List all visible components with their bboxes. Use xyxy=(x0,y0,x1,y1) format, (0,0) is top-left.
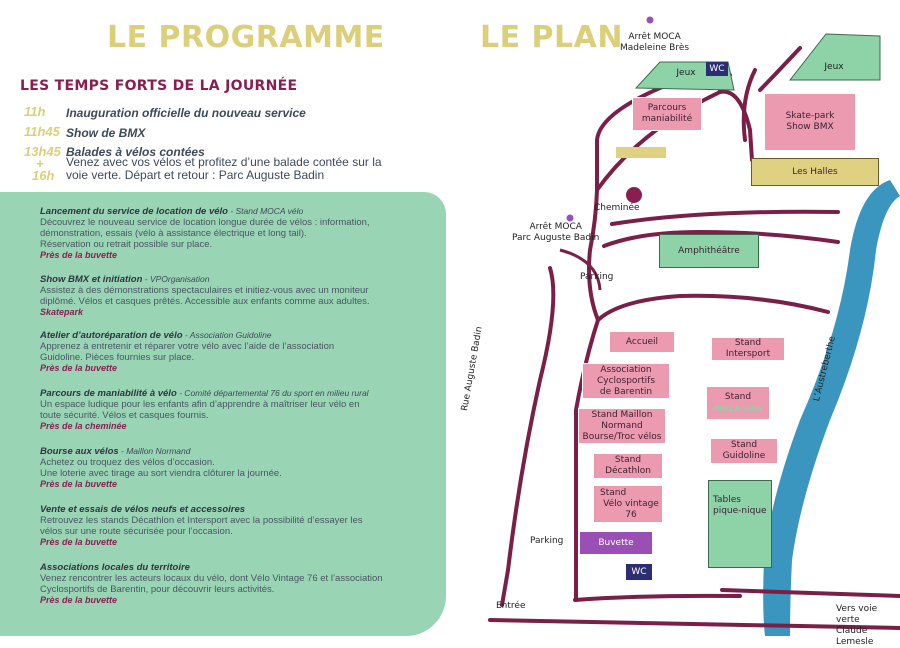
activity-1-line: démonstration, essais (vélo à assistance électrique et long tail). xyxy=(40,228,307,239)
schedule-plus: + xyxy=(36,156,44,171)
box-skate-line: Skate-park xyxy=(785,111,835,121)
box-stand-decathlon: Stand Décathlon xyxy=(593,453,663,479)
box-skate-line: Show BMX xyxy=(786,122,834,132)
moca-velo-logo: MOCA vélo xyxy=(713,404,763,413)
activity-4-line: Un espace ludique pour les enfants afin d’apprendre à maîtriser leur vélo en xyxy=(40,399,360,410)
parking-road xyxy=(560,250,600,290)
activity-3-location: Près de la buvette xyxy=(40,363,118,373)
road-cheminee xyxy=(612,212,838,224)
box-parcours-maniabilite xyxy=(632,97,702,131)
temps-forts-subtitle: LES TEMPS FORTS DE LA JOURNÉE xyxy=(20,78,298,94)
schedule-time-end: 16h xyxy=(32,168,55,183)
schedule-time-3: 13h45 xyxy=(24,144,61,159)
activity-5-title: Bourse aux vélos xyxy=(40,446,119,457)
box-cyclo-line: de Barentin xyxy=(599,386,653,397)
box-maillon-normand xyxy=(578,408,666,444)
plan-title: LE PLAN xyxy=(480,20,623,55)
box-jeux-1: Jeux xyxy=(676,67,696,78)
label-arret-badin-line: Parc Auguste Badin xyxy=(512,233,600,243)
label-riviere: L’Austreberthe xyxy=(812,335,838,403)
box-stand-guidoline: Stand Guidoline xyxy=(710,438,778,464)
box-accueil: Accueil xyxy=(609,331,675,353)
activity-1-org: - Stand MOCA vélo xyxy=(227,206,304,216)
box-parcours-line: Parcours xyxy=(647,103,687,113)
activity-6-line: vélos sur une route sécurisée pour l’occasion. xyxy=(40,526,233,537)
activity-6-location: Près de la buvette xyxy=(40,537,118,547)
yellow-bar xyxy=(616,147,666,158)
activity-7-location: Près de la buvette xyxy=(40,595,118,605)
activity-5-org: - Maillon Normand xyxy=(118,446,191,456)
box-buvette: Buvette xyxy=(580,532,652,554)
stop-dot-madeleine xyxy=(647,17,654,24)
stop-dot-badin xyxy=(567,215,574,222)
road-voie-verte xyxy=(722,590,900,596)
schedule-title-1: Inauguration officielle du nouveau service xyxy=(66,106,306,120)
river-shape xyxy=(763,180,900,636)
label-arret-madeleine xyxy=(620,32,689,54)
road-top-3 xyxy=(760,48,800,90)
label-rue-badin: Rue Auguste Badin xyxy=(460,325,485,412)
schedule-title-2: Show de BMX xyxy=(66,126,146,140)
schedule-time-1: 11h xyxy=(24,104,46,119)
activity-6-line: Retrouvez les stands Décathlon et Intersport avec la possibilité d’essayer les xyxy=(40,515,363,526)
label-arret-madeleine-line: Arrêt MOCA xyxy=(628,32,681,42)
activity-4-location: Près de la cheminée xyxy=(40,421,127,431)
label-entree: Entrée xyxy=(496,601,526,611)
box-maillon-line: Stand Maillon Normand xyxy=(591,409,653,431)
label-parking-1: Parking xyxy=(580,272,614,282)
road-bottom xyxy=(575,596,740,600)
box-tables-line: pique-nique xyxy=(713,506,767,516)
activity-2-line: diplômé. Vélos et casques prêtés. Accessible aux enfants comme aux adultes. xyxy=(40,296,370,307)
activity-4-line: toute sécurité. Vélos et casques fournis. xyxy=(40,410,209,421)
box-vintage-line: Vélo vintage 76 xyxy=(603,498,659,520)
label-voie-verte xyxy=(836,604,900,648)
activity-2-location: Skatepark xyxy=(40,307,84,317)
box-skatepark xyxy=(764,93,856,151)
activity-3-org: - Association Guidoline xyxy=(182,330,272,340)
label-parking-2: Parking xyxy=(530,536,564,546)
activity-1-line: Découvrez le nouveau service de location longue durée de vélos : information, xyxy=(40,217,370,228)
box-tables-line: Tables xyxy=(713,495,741,505)
road-middle xyxy=(598,296,828,320)
box-parcours-line: maniabilité xyxy=(641,114,693,124)
box-velo-vintage xyxy=(593,485,663,523)
activity-3-title: Atelier d’autoréparation de vélo xyxy=(40,330,183,341)
label-arret-badin-line: Arrêt MOCA xyxy=(529,222,582,232)
box-maillon-line: Bourse/Troc vélos xyxy=(582,431,662,442)
activity-7-line: Venez rencontrer les acteurs locaux du vélo, dont Vélo Vintage 76 et l’association xyxy=(40,573,383,584)
label-arret-madeleine-line: Madeleine Brès xyxy=(620,43,690,53)
cheminee-marker xyxy=(626,187,642,203)
box-stand-intersport: Stand Intersport xyxy=(711,337,785,361)
label-voie-verte-line: Vers voie verte xyxy=(836,604,878,625)
activity-4-title: Parcours de maniabilité à vélo xyxy=(40,388,177,399)
activity-5-location: Près de la buvette xyxy=(40,479,118,489)
box-tables-pique-nique xyxy=(708,480,772,568)
schedule-desc-line-1: Venez avec vos vélos et profitez d’une balade contée sur la xyxy=(66,155,382,169)
box-cyclosportifs xyxy=(582,363,670,399)
schedule-time-2: 11h45 xyxy=(24,124,60,139)
box-jeux-2: Jeux xyxy=(824,61,844,72)
activity-5-line: Une loterie avec tirage au sort viendra clôturer la journée. xyxy=(40,468,282,479)
activity-2-title: Show BMX et initiation xyxy=(40,274,143,285)
label-voie-verte-line: Claude Lemesle xyxy=(836,626,874,647)
activity-1-location: Près de la buvette xyxy=(40,250,118,260)
activity-6-title: Vente et essais de vélos neufs et accessoires xyxy=(40,504,246,515)
box-les-halles: Les Halles xyxy=(751,158,879,186)
activity-7-title: Associations locales du territoire xyxy=(40,562,190,573)
schedule-desc-line-2: voie verte. Départ et retour : Parc Auguste Badin xyxy=(66,168,325,182)
activity-1-title: Lancement du service de location de vélo xyxy=(40,206,228,217)
box-stand-moca xyxy=(706,386,770,420)
activity-4-org: - Comité départemental 76 du sport en milieu rural xyxy=(176,388,369,398)
label-arret-badin xyxy=(512,222,599,244)
activity-2-line: Assistez à des démonstrations spectaculaires et initiez-vous avec un moniteur xyxy=(40,285,369,296)
box-stand-moca-label: Stand xyxy=(724,392,752,402)
activity-1-line: Réservation ou retrait possible sur place. xyxy=(40,239,213,250)
schedule-title-3: Balades à vélos contées xyxy=(66,145,205,159)
programme-title: LE PROGRAMME xyxy=(107,20,385,55)
activity-3-line: Apprenez à entretenir et réparer votre vélo avec l’aide de l’association xyxy=(40,341,335,352)
activity-5-line: Achetez ou troquez des vélos d’occasion. xyxy=(40,457,215,468)
box-amphitheatre: Amphithéâtre xyxy=(659,234,759,268)
activity-3-line: Guidoline. Pièces fournies sur place. xyxy=(40,352,195,363)
box-cyclo-line: Association Cyclosportifs xyxy=(596,364,656,386)
box-vintage-line: Stand xyxy=(600,487,627,498)
road-rue-badin xyxy=(502,268,553,605)
label-cheminee: Cheminée xyxy=(594,203,640,213)
box-wc-1: WC xyxy=(706,62,728,76)
activity-2-org: - VPOrganisation xyxy=(142,274,210,284)
box-wc-2: WC xyxy=(626,564,652,580)
activity-7-line: Cyclosportifs de Barentin, pour découvrir leurs activités. xyxy=(40,584,275,595)
